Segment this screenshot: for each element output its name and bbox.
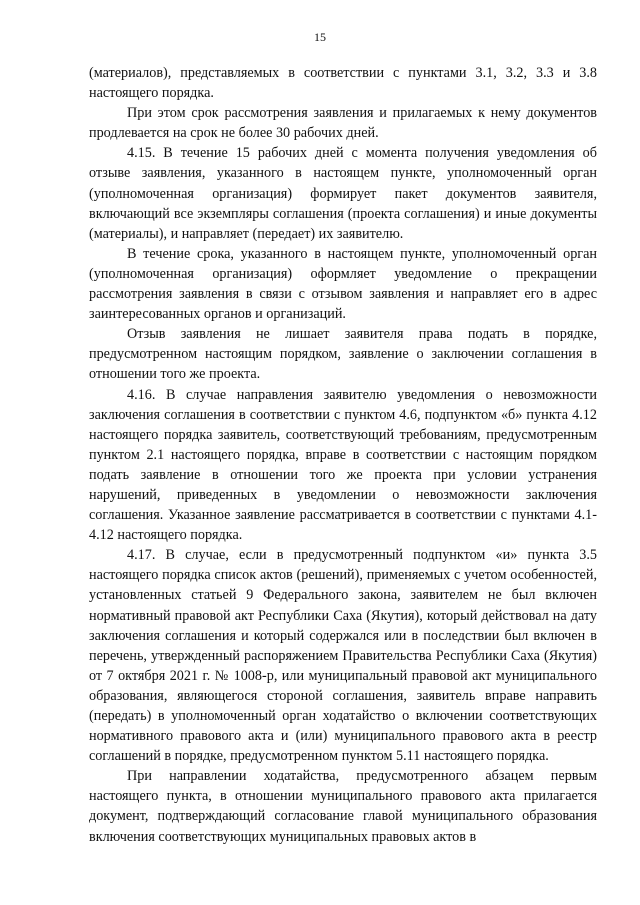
paragraph-term-extension: При этом срок рассмотрения заявления и прилагаемых к нему документов продлевается на срок не более 30 рабочих дней. (89, 105, 597, 142)
paragraph-4-15: 4.15. В течение 15 рабочих дней с момента получения уведомления об отзыве заявления, указанного в настоящем пункте, уполномоченный орган (уполномоченная организация) формирует пакет документов заявителя, включающий все экземпляры соглашения (проекта соглашения) и иные документы (материалы), и направляет (передает) их заявителю. (89, 145, 597, 242)
paragraph-notice-termination: В течение срока, указанного в настоящем пункте, уполномоченный орган (уполномоченная организация) оформляет уведомление о прекращении рассмотрения заявления в связи с отзывом заявления и направляет его в адрес заинтересованных органов и организаций. (89, 245, 597, 323)
paragraph-continuation: (материалов), представляемых в соответствии с пунктами 3.1, 3.2, 3.3 и 3.8 настоящего порядка. (89, 65, 597, 102)
paragraph-4-16: 4.16. В случае направления заявителю уведомления о невозможности заключения соглашения в соответствии с пунктом 4.6, подпунктом «б» пункта 4.12 настоящего порядка заявитель, соответствующий требованиям, предусмотренным пунктом 2.1 настоящего порядка, вправе в соответствии с настоящим порядком подать заявление в отношении того же проекта при условии устранения нарушений, приведенных в уведомлении о невозможности заключения соглашения. Указанное заявление рассматривается в соответствии с пунктами 4.1-4.12 настоящего порядка. (89, 386, 597, 544)
page-number: 15 (314, 30, 326, 44)
paragraph-withdrawal-rights: Отзыв заявления не лишает заявителя права подать в порядке, предусмотренном настоящим порядком, заявление о заключении соглашения в отношении того же проекта. (89, 326, 597, 383)
document-body (89, 63, 597, 847)
paragraph-4-17: 4.17. В случае, если в предусмотренный подпунктом «и» пункта 3.5 настоящего порядка список актов (решений), применяемых с учетом особенностей, установленных статьей 9 Федерального закона, заявителем не был включен нормативный правовой акт Республики Саха (Якутия), который действовал на дату заключения соглашения и который содержался или в последствии был включен в перечень, утвержденный распоряжением Правительства Республики Саха (Якутия) от 7 октября 2021 г. № 1008-р, или муниципальный правовой акт муниципального образования, являющегося стороной соглашения, заявитель вправе направить (передать) в уполномоченный орган ходатайство о включении соответствующих нормативного правового акта и (или) муниципального правового акта в реестр соглашений в порядке, предусмотренном пунктом 5.11 настоящего порядка. (89, 547, 597, 765)
paragraph-petition-attachment: При направлении ходатайства, предусмотренного абзацем первым настоящего пункта, в отношении муниципального правового акта прилагается документ, подтверждающий согласование главой муниципального образования включения соответствующих муниципальных правовых актов в (89, 768, 597, 845)
